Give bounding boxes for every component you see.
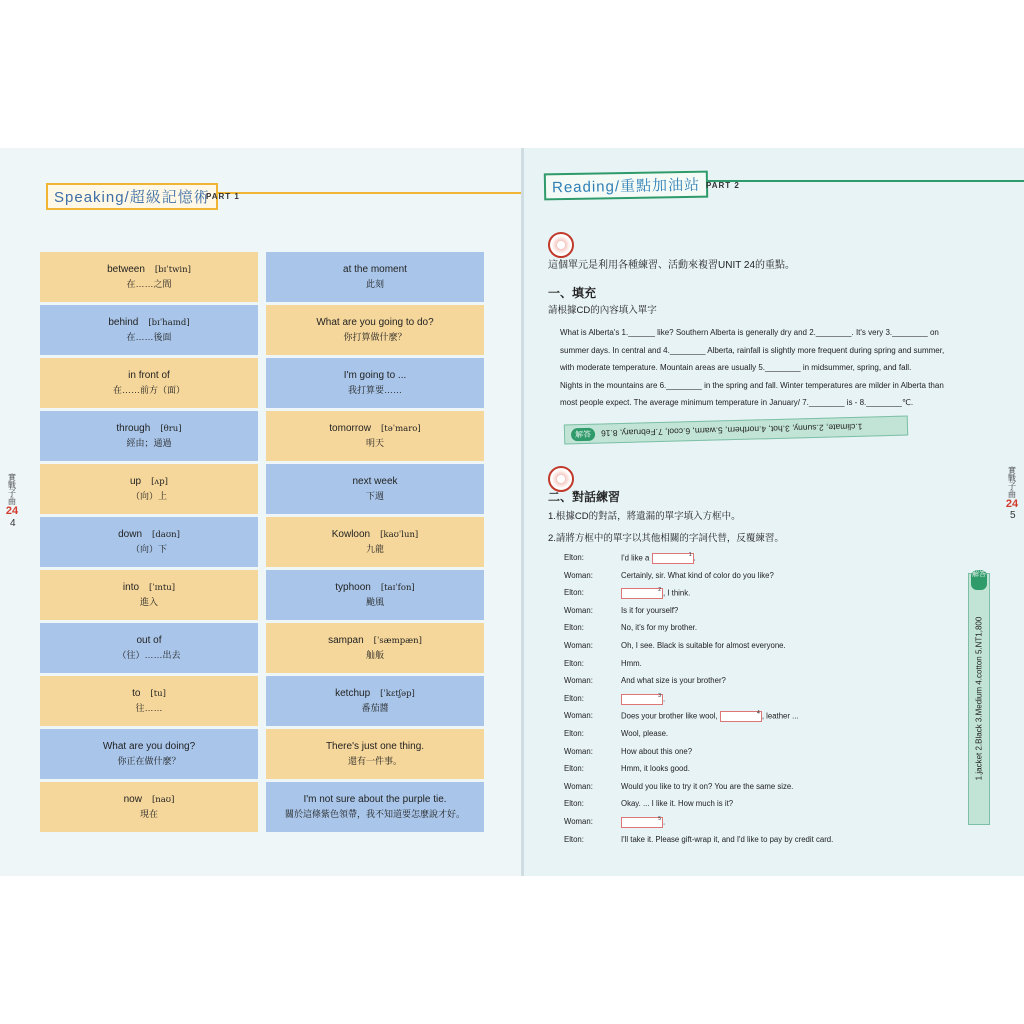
vocab-card <box>40 570 258 620</box>
dialogue-text-before: Is it for yourself? <box>621 605 679 615</box>
speaker-label: Woman: <box>564 746 593 756</box>
dialogue-text-after: . <box>693 553 696 563</box>
vocab-entry-line <box>329 423 420 434</box>
speaker-label: Elton: <box>564 658 584 668</box>
vocab-entry-line <box>326 741 424 752</box>
left-page <box>0 148 522 876</box>
vocab-phonetic: [daʊn] <box>152 530 180 540</box>
vocab-card <box>40 252 258 302</box>
answer-text: 1.jacket 2.Black 3.Medium 4.cotton 5.NT1,800 <box>974 616 984 781</box>
dialogue-text <box>621 782 793 791</box>
header-rule <box>205 192 522 194</box>
fill-in-paragraph <box>560 324 990 412</box>
dialogue-text-before: Would you like to try it on? You are the same size. <box>621 781 794 791</box>
vocab-english: tomorrow <box>329 423 371 434</box>
dialogue-text <box>621 588 690 599</box>
vocab-phonetic: [naʊ] <box>151 795 175 805</box>
right-page <box>524 148 1024 876</box>
page-title: Speaking/超級記憶術 <box>46 183 218 210</box>
answer-box[interactable] <box>621 588 663 599</box>
speaker-label: Elton: <box>564 799 584 809</box>
vocab-chinese: （向）上 <box>130 491 167 501</box>
vocab-entry-line <box>130 476 168 487</box>
dialogue-text <box>621 553 696 564</box>
dialogue-text-after: . <box>663 817 666 827</box>
vocab-english: into <box>122 582 140 593</box>
dialogue-text-before: Certainly, sir. What kind of color do you like? <box>621 570 774 580</box>
vocab-card <box>40 358 258 408</box>
vocab-chinese: 此刻 <box>365 279 384 289</box>
part-label: PART 1 <box>206 192 240 201</box>
answer-box-number: 5 <box>658 816 661 822</box>
speaker-label: Elton: <box>564 764 584 774</box>
dialogue-text <box>621 676 726 685</box>
vocab-english: next week <box>352 476 398 487</box>
vocab-chinese: 往…… <box>135 703 163 713</box>
vocab-entry-line <box>335 582 415 593</box>
vocab-phonetic: [θru] <box>160 424 182 434</box>
answer-box-number: 4 <box>757 710 760 717</box>
vocab-phonetic: [təˈmaro] <box>380 424 421 434</box>
dialogue-text <box>621 835 833 844</box>
speaker-label: Elton: <box>564 834 584 844</box>
answer-box-number: 1 <box>688 552 692 558</box>
vocab-english: What are you going to do? <box>316 317 434 328</box>
vocab-phonetic: [ˈɪntu] <box>149 583 176 593</box>
vocab-card <box>40 782 258 832</box>
vocab-entry-line <box>316 317 433 328</box>
vocab-chinese: （往）……出去 <box>117 650 181 660</box>
vocab-chinese: 還有一件事。 <box>347 756 402 766</box>
speaker-label: Elton: <box>564 588 584 598</box>
vocab-english: What are you doing? <box>102 741 196 752</box>
vocab-entry-line <box>124 794 175 805</box>
vocab-chinese: 你打算做什麼？ <box>343 332 407 342</box>
speaker-label: Elton: <box>564 693 584 703</box>
vocab-card <box>266 358 484 408</box>
section1-title: 一、填充 <box>548 286 597 300</box>
cd-icon <box>548 232 574 258</box>
page-number: 4 <box>10 518 16 529</box>
side-tab-number: 24 <box>5 505 19 517</box>
speaker-label: Woman: <box>564 570 593 580</box>
section2-title: 二、對話練習 <box>548 490 621 504</box>
vocab-entry-line <box>132 688 166 699</box>
header-rule <box>702 180 1024 182</box>
vocab-english: ketchup <box>335 688 371 699</box>
side-tab-text: 實戰子曲 <box>7 473 17 505</box>
side-tab-number: 24 <box>1005 498 1019 510</box>
dialogue-text-before: How about this one? <box>621 746 693 756</box>
vocab-english: at the moment <box>343 264 407 275</box>
dialogue-text-before: I'd like a <box>621 553 650 563</box>
vocab-entry-line <box>136 635 161 646</box>
fill-in-line: most people expect. The average minimum temperature in January/ 7.________ is - 8.________℃. <box>560 398 914 407</box>
section2-instruction-1: 1.根據CD的對話，將遺漏的單字填入方框中。 <box>548 511 741 522</box>
vocab-chinese: 現在 <box>139 809 158 819</box>
vocab-entry-line <box>335 688 415 699</box>
dialogue-text-before: Okay. ... I like it. How much is it? <box>621 799 734 809</box>
vocab-phonetic: [ˈkɛtʃəp] <box>380 689 415 699</box>
vocab-phonetic: [ʌp] <box>151 477 168 487</box>
speaker-label: Elton: <box>564 553 584 562</box>
vocab-phonetic: [bɪˈhaɪnd] <box>148 318 190 328</box>
vocab-english: in front of <box>128 370 170 381</box>
answer-box-number: 2 <box>658 587 661 594</box>
vocab-english: Kowloon <box>331 529 371 540</box>
vocab-phonetic: [bɪˈtwin] <box>154 265 191 275</box>
dialogue-text <box>621 747 692 756</box>
dialogue-text <box>621 799 733 808</box>
vocab-english: behind <box>108 317 139 328</box>
fill-in-line: summer days. In central and 4.________ Alberta, rainfall is slightly more frequent during spring and summer, <box>560 345 945 355</box>
dialogue-text <box>621 659 642 668</box>
vocab-chinese: 在……之間 <box>126 279 172 289</box>
vocab-english: up <box>129 476 142 487</box>
vocab-card <box>266 252 484 302</box>
vocab-chinese: 進入 <box>139 597 158 607</box>
vocab-phonetic: [ˈsæmpæn] <box>373 636 422 646</box>
answer-box[interactable] <box>621 816 666 828</box>
vocab-card <box>40 517 258 567</box>
vocab-entry-line <box>123 582 175 593</box>
dialogue-text <box>621 694 665 705</box>
vocab-english: I'm going to ... <box>343 370 407 381</box>
dialogue-text <box>621 711 799 722</box>
vocab-english: typhoon <box>335 582 371 593</box>
section1-instruction: 請根據CD的內容填入單字 <box>548 305 657 316</box>
answer-box-number: 3 <box>658 692 661 699</box>
dialogue-text-before: Wool, please. <box>621 729 669 738</box>
vocab-chinese: 九龍 <box>365 544 384 554</box>
vocab-card <box>266 623 484 673</box>
dialogue-text <box>621 571 774 580</box>
vocab-chinese: 舢舨 <box>365 650 384 660</box>
dialogue-text <box>621 764 690 773</box>
vocab-entry-line <box>118 529 180 540</box>
vocab-chinese: 經由；通過 <box>126 438 172 448</box>
answer-tag: 解答 <box>571 427 595 441</box>
vocab-entry-line <box>108 317 189 328</box>
intro-text: 這個單元是利用各種練習、活動來複習UNIT 24的重點。 <box>548 260 796 271</box>
vocab-card <box>266 729 484 779</box>
dialogue-text <box>621 817 665 828</box>
vocab-card <box>266 676 484 726</box>
vocab-entry-line <box>116 423 181 434</box>
vocab-chinese: 關於這條紫色領帶，我不知道要怎麼說才好。 <box>284 809 465 819</box>
dialogue-text-before: Oh, I see. Black is suitable for almost everyone. <box>621 641 786 650</box>
vocab-card <box>266 782 484 832</box>
vocab-chinese: 在……前方（面） <box>112 385 185 395</box>
vocab-card <box>40 676 258 726</box>
vocab-phonetic: [kaʊˈlun] <box>380 530 419 540</box>
vocab-chinese: 你正在做什麼？ <box>117 756 181 766</box>
vocab-english: I'm not sure about the purple tie. <box>303 794 447 805</box>
dialogue-text-before: Does your brother like wool, <box>621 711 718 721</box>
speaker-label: Elton: <box>564 729 584 738</box>
dialogue-text <box>621 641 786 650</box>
vocab-entry-line <box>352 476 397 487</box>
dialogue-text-before: I'll take it. Please gift-wrap it, and I'd like to pay by credit card. <box>621 834 834 844</box>
speaker-label: Woman: <box>564 781 593 791</box>
vocab-card <box>266 464 484 514</box>
dialogue-text-before: No, it's for my brother. <box>621 623 698 633</box>
vocab-english: out of <box>136 635 162 646</box>
vocab-english: There's just one thing. <box>325 741 425 752</box>
vocab-chinese: 明天 <box>365 438 384 448</box>
vocab-entry-line <box>344 370 407 381</box>
speaker-label: Woman: <box>564 817 593 826</box>
dialogue-text <box>621 623 697 632</box>
book-spread <box>0 148 1024 876</box>
speaker-label: Woman: <box>564 711 593 721</box>
vocab-english: down <box>118 529 142 540</box>
vocab-card <box>266 411 484 461</box>
vocab-entry-line <box>128 370 170 381</box>
vocab-card <box>40 305 258 355</box>
side-tab <box>1004 466 1020 510</box>
vocab-card <box>266 570 484 620</box>
answer-tag: 解答 <box>971 570 987 590</box>
vocab-phonetic: [taɪˈfon] <box>380 583 415 593</box>
dialogue-text-before: Hmm, it looks good. <box>621 764 690 774</box>
answer-box[interactable] <box>652 553 694 564</box>
side-tab-text: 實戰子曲 <box>1007 466 1017 498</box>
side-tab <box>4 473 20 517</box>
vocab-chinese: 我打算要…… <box>347 385 402 395</box>
speaker-label: Woman: <box>564 676 593 686</box>
speaker-label: Woman: <box>564 605 593 615</box>
dialogue-text-after: , I think. <box>663 588 691 598</box>
vocab-card <box>266 305 484 355</box>
part-label: PART 2 <box>706 181 740 190</box>
vocab-card <box>40 729 258 779</box>
vocab-english: now <box>123 794 142 805</box>
dialogue-text-after: , leather ... <box>761 711 799 721</box>
vocab-chinese: 下週 <box>365 491 384 501</box>
vocab-entry-line <box>332 529 419 540</box>
answer-strip-1 <box>564 416 908 445</box>
dialogue-text <box>621 606 678 615</box>
vocab-card <box>40 464 258 514</box>
speaker-label: Elton: <box>564 623 584 633</box>
vocab-entry-line <box>328 635 422 646</box>
answer-text: 1.climate, 2.sunny, 3.hot, 4.northern, 5.warm, 6.cool, 7.February, 8.16 <box>600 421 863 439</box>
fill-in-line: What is Alberta's 1.______ like? Southern Alberta is generally dry and 2.________. It's very 3.________ on <box>560 328 939 337</box>
vocab-chinese: （向）下 <box>130 544 167 554</box>
section2-instruction-2: 2.請將方框中的單字以其他相關的字詞代替，反覆練習。 <box>548 533 784 544</box>
dialogue-text-before: Hmm. <box>621 658 642 668</box>
answer-box[interactable] <box>720 711 762 722</box>
answer-box[interactable] <box>621 692 666 705</box>
answer-strip-2 <box>968 573 990 825</box>
dialogue-text <box>621 729 668 738</box>
page-title: Reading/重點加油站 <box>544 171 708 201</box>
vocab-entry-line <box>303 794 446 805</box>
vocab-entry-line <box>103 741 195 752</box>
vocab-english: between <box>107 264 145 275</box>
vocab-entry-line <box>343 264 407 275</box>
speaker-label: Woman: <box>564 641 593 650</box>
vocab-entry-line <box>107 264 191 275</box>
vocab-card <box>40 411 258 461</box>
page-number: 5 <box>1010 510 1016 521</box>
vocab-chinese: 在……後面 <box>126 332 172 342</box>
vocab-card <box>266 517 484 567</box>
dialogue-text-before: And what size is your brother? <box>621 676 726 686</box>
vocab-english: to <box>132 688 141 699</box>
vocab-chinese: 番茄醬 <box>361 703 389 713</box>
vocab-english: sampan <box>328 635 364 646</box>
vocab-card <box>40 623 258 673</box>
vocab-phonetic: [tu] <box>150 689 166 699</box>
dialogue-text-after: . <box>663 694 666 704</box>
vocab-chinese: 颱風 <box>365 597 384 607</box>
fill-in-line: Nights in the mountains are 6.________ in the spring and fall. Winter temperatures are milder in Alberta than <box>560 380 944 390</box>
vocab-english: through <box>116 423 151 434</box>
fill-in-line: with moderate temperature. Mountain areas are usually 5.________ in midsummer, spring, and fall. <box>560 363 912 372</box>
